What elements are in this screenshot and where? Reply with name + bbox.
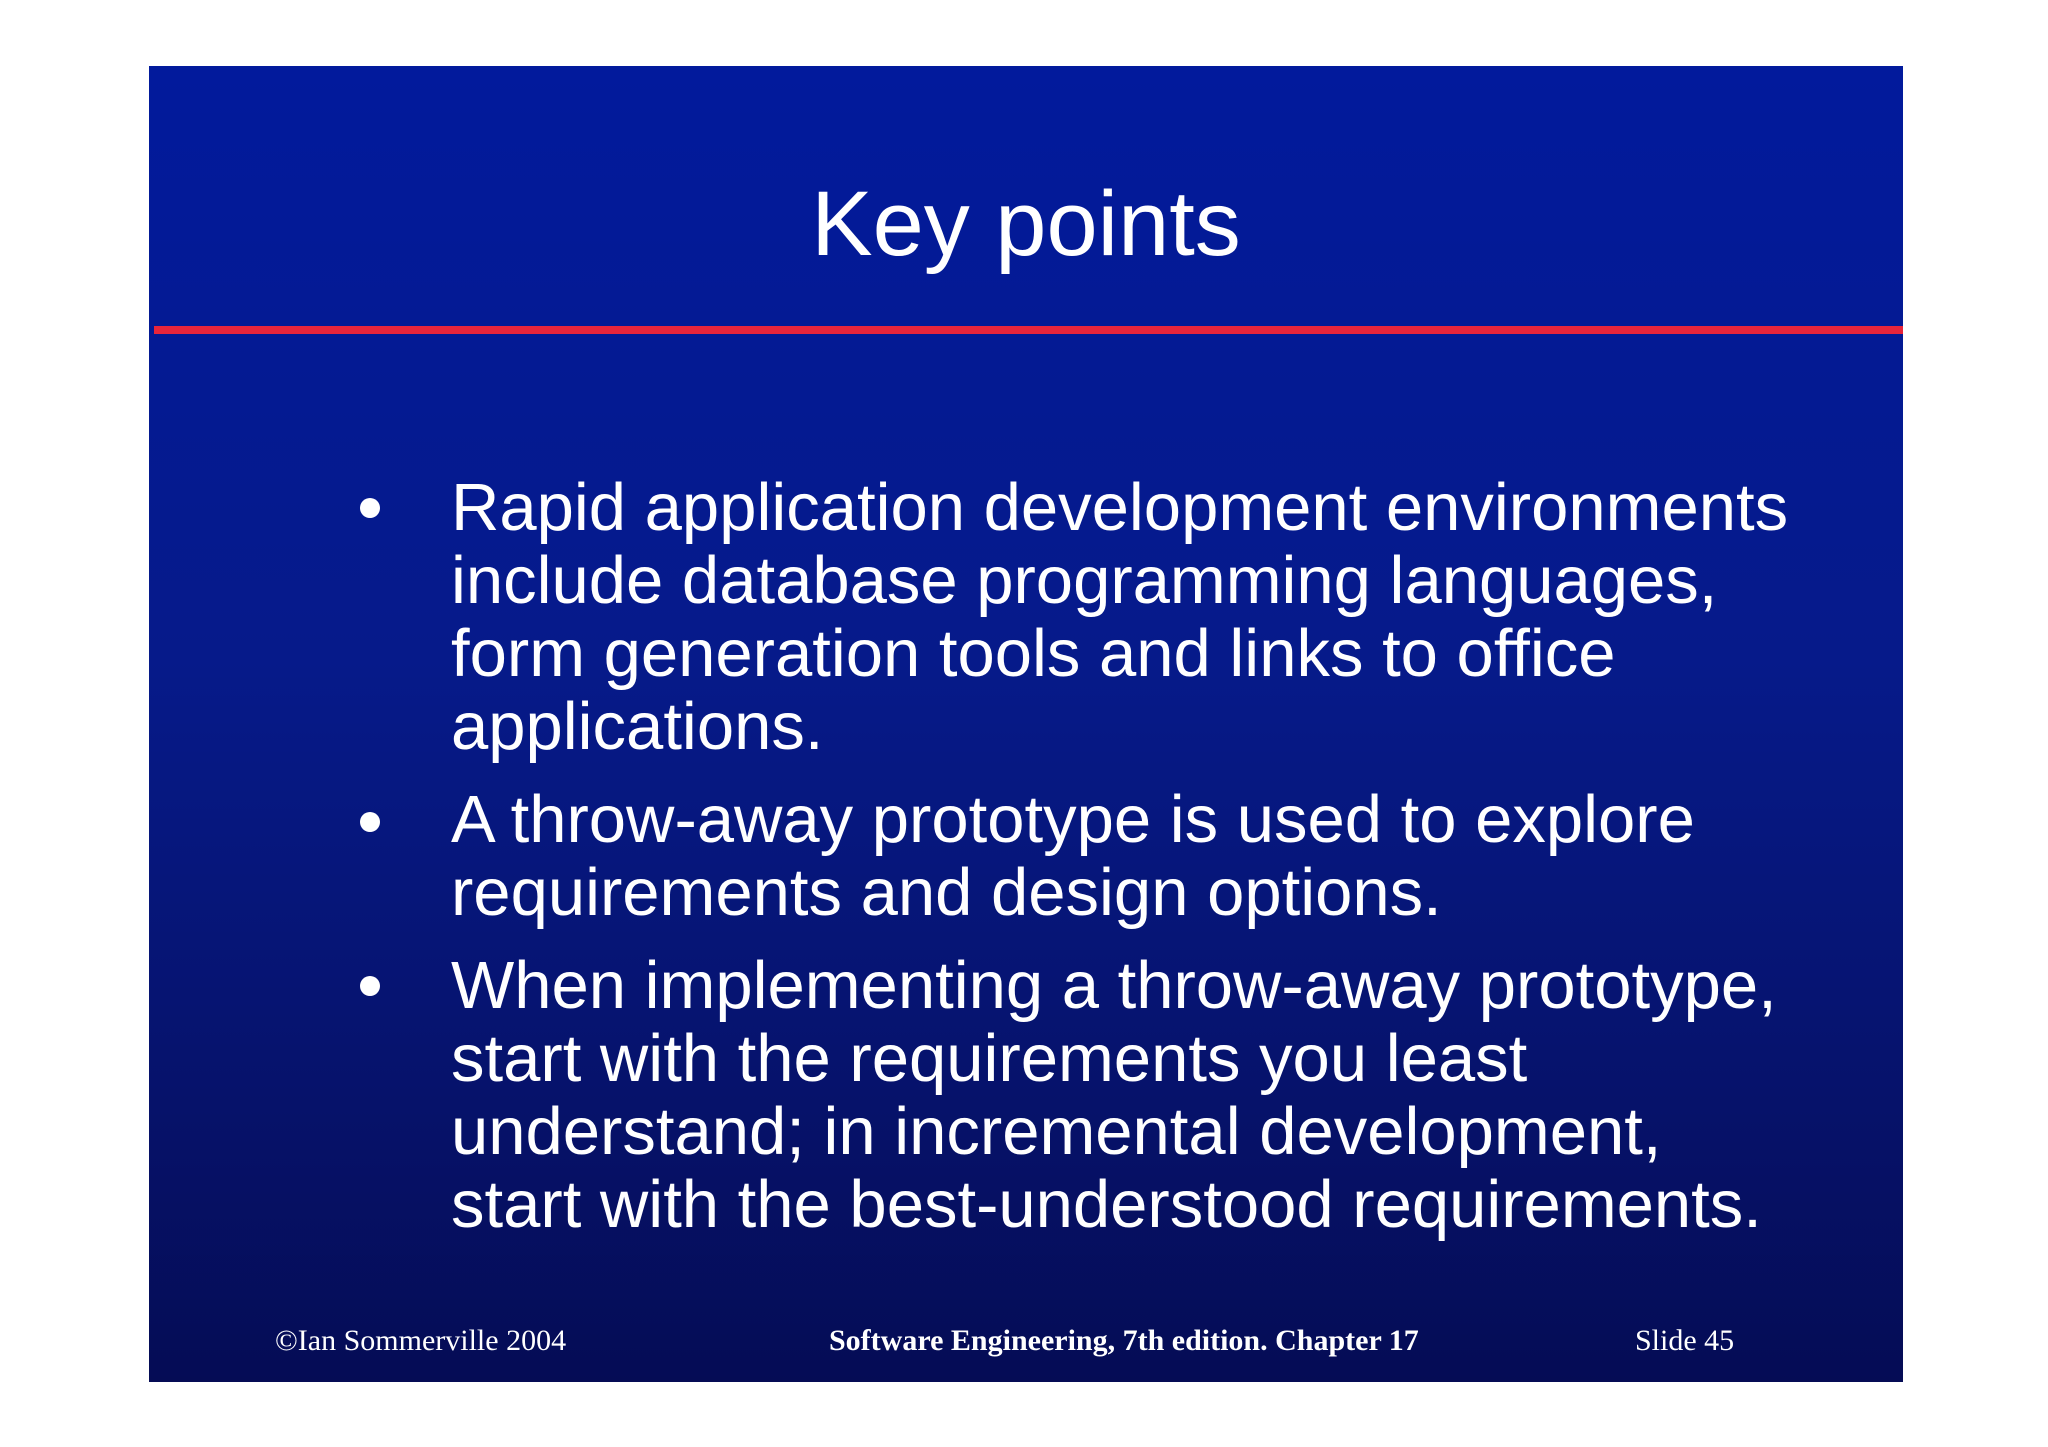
- bullet-dot-icon: [360, 498, 380, 518]
- footer-slide-number: Slide 45: [1635, 1324, 1735, 1357]
- footer-copyright: ©Ian Sommerville 2004: [275, 1324, 567, 1357]
- bullet-dot-icon: [360, 976, 380, 996]
- bullet-dot-icon: [360, 812, 380, 832]
- footer-book-title: Software Engineering, 7th edition. Chapter 17: [829, 1324, 1419, 1357]
- bullet-text: A throw-away prototype is used to explore requirements and design options.: [451, 782, 1695, 930]
- slide: [149, 66, 1903, 1382]
- bullet-text: When implementing a throw-away prototype, start with the requirements you least understand; in incremental development, start with the best-understood requirements.: [451, 948, 1777, 1242]
- slide-title: Key points: [811, 173, 1241, 275]
- bullet-list: [149, 66, 1903, 1382]
- bullet-text: Rapid application development environments include database programming languages, form generation tools and links to office applications.: [451, 470, 1789, 764]
